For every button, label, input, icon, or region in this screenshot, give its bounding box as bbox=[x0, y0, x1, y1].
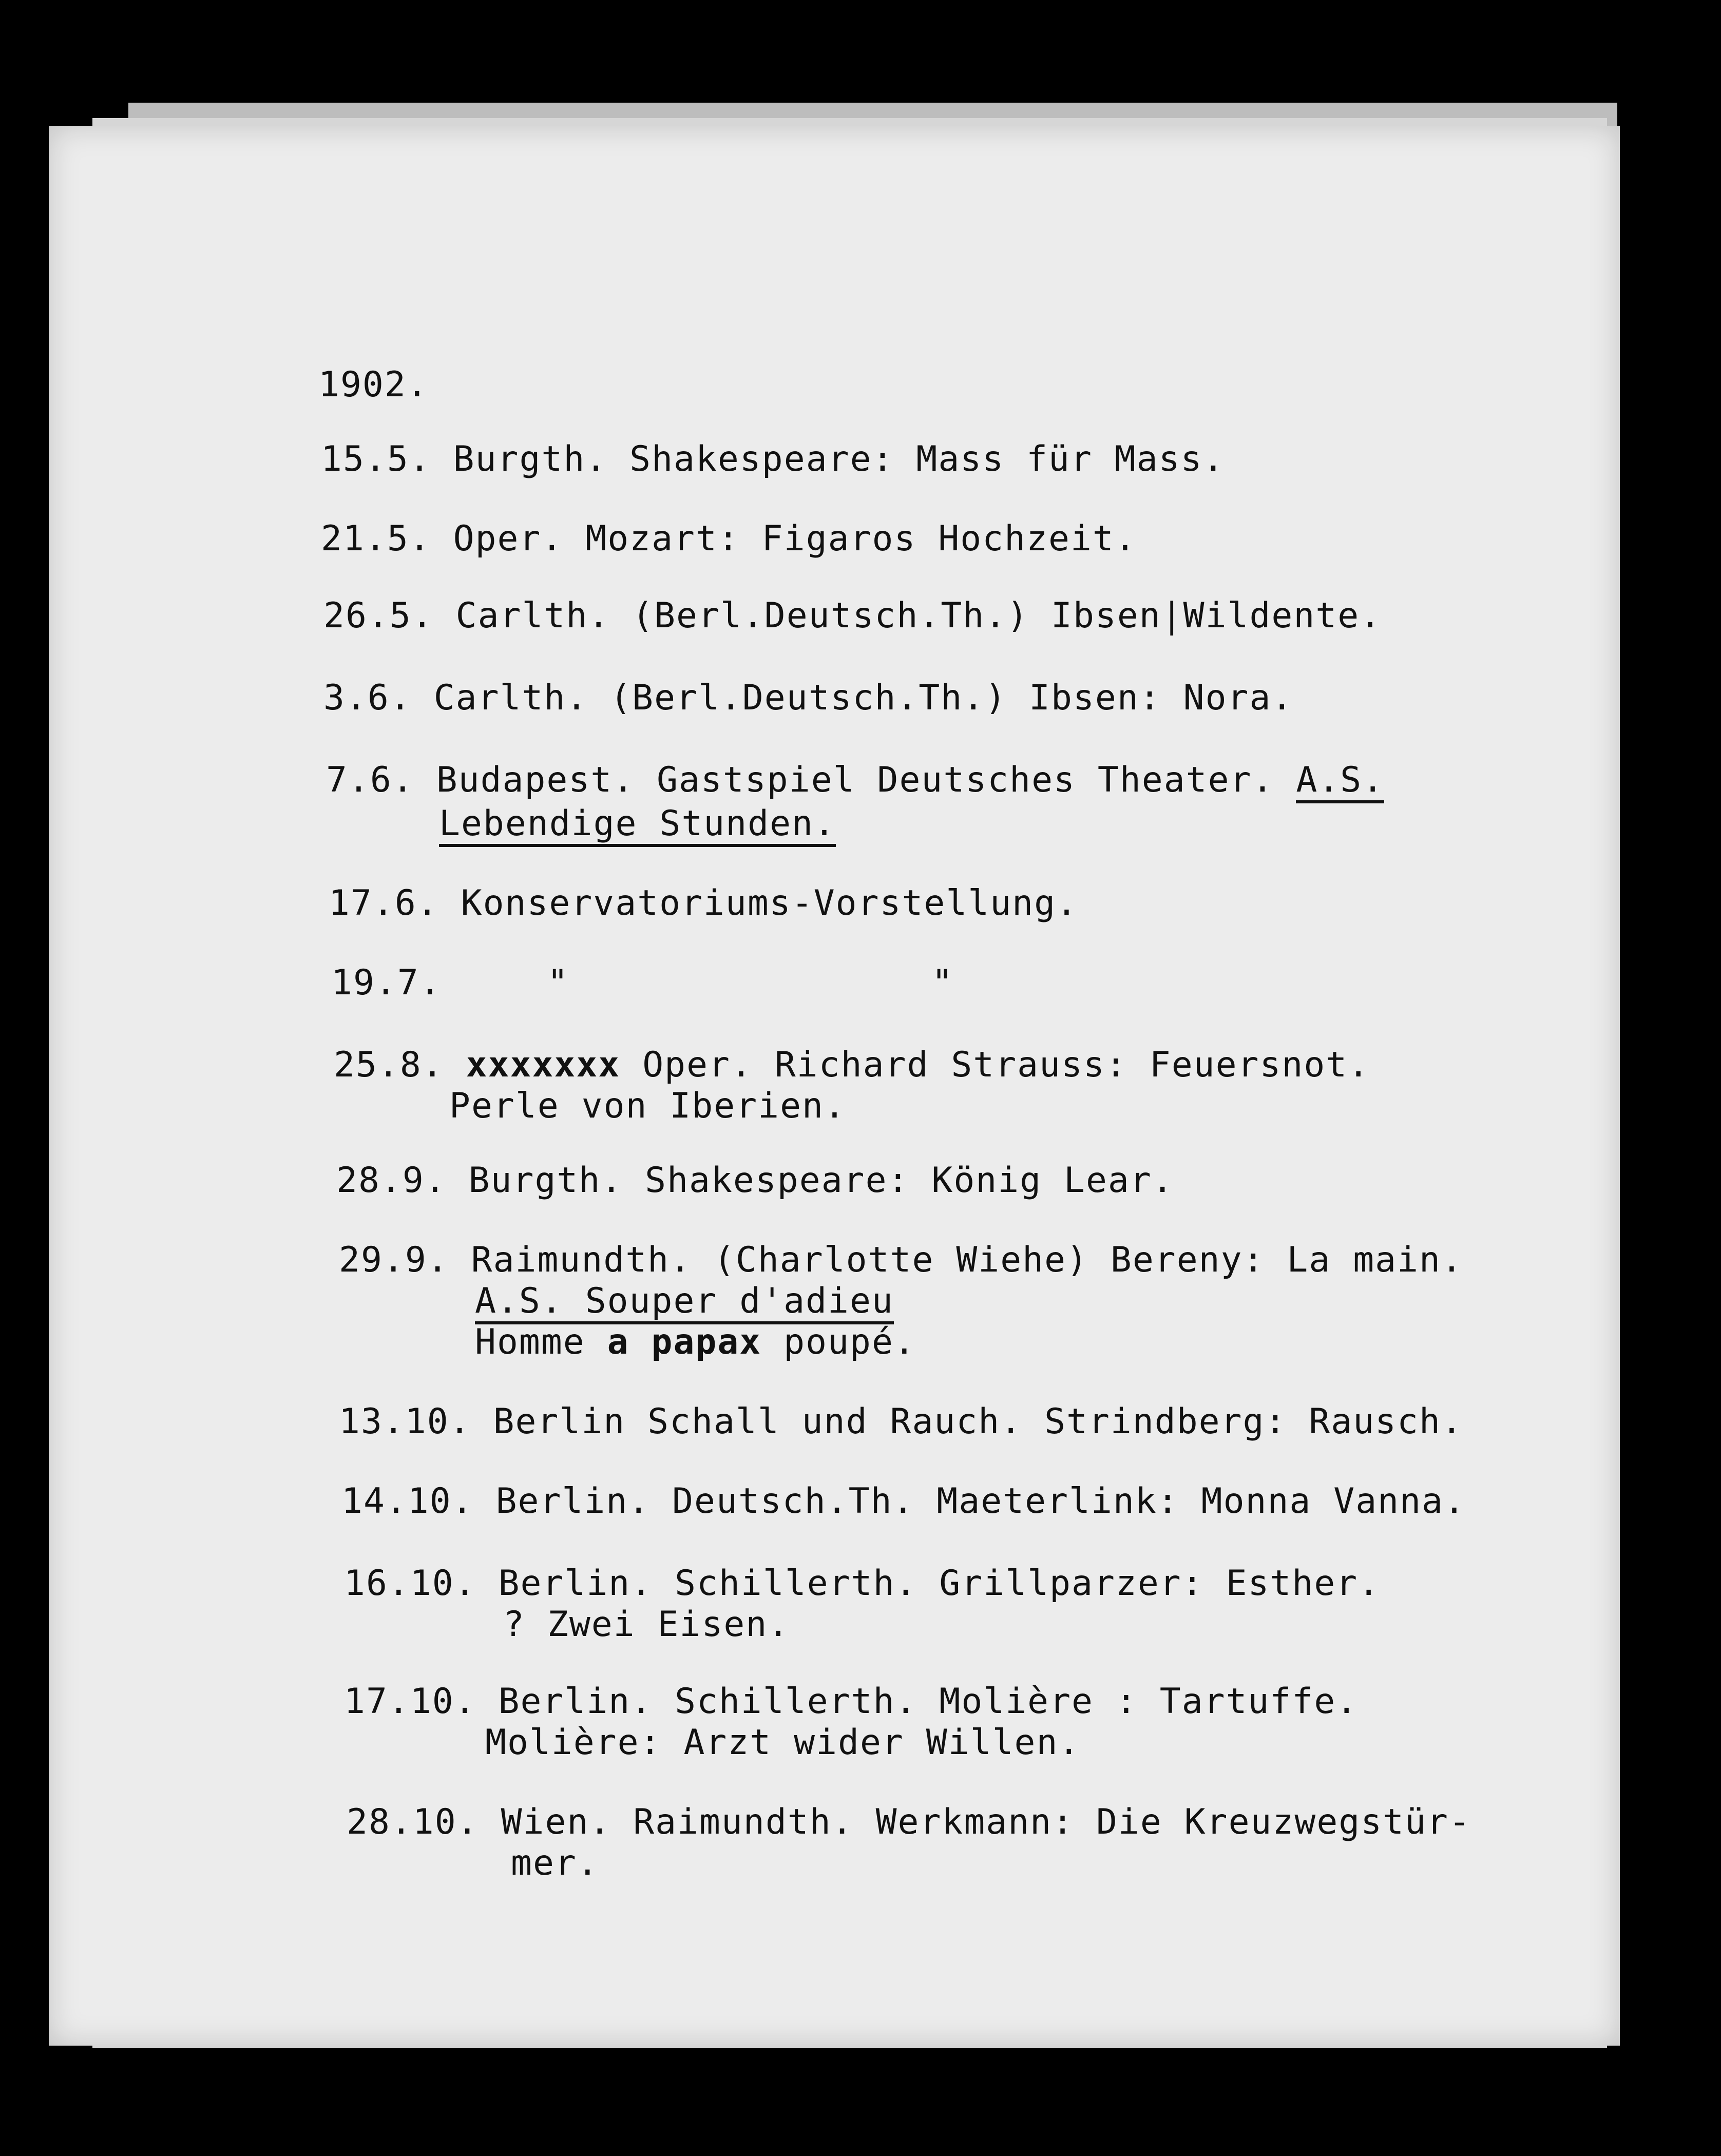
entry-text-underlined: A.S. bbox=[1296, 760, 1384, 803]
entry-text: Berlin. Schillerth. Grillparzer: Esther. bbox=[498, 1563, 1381, 1604]
entry-text: Raimundth. (Charlotte Wiehe) Bereny: La main. bbox=[471, 1240, 1463, 1280]
entry-date: 14.10. bbox=[341, 1481, 474, 1522]
struck-text: xxxxxxx bbox=[466, 1045, 621, 1085]
entry-continuation bbox=[475, 1281, 894, 1321]
entry-line bbox=[331, 962, 953, 1003]
entry-continuation bbox=[439, 803, 836, 844]
entry-continuation: ? Zwei Eisen. bbox=[503, 1604, 790, 1645]
entry-date: 25.8. bbox=[334, 1045, 444, 1085]
entry-text: Wien. Raimundth. Werkmann: Die Kreuzwegstür- bbox=[501, 1802, 1471, 1842]
entry-text: Homme bbox=[475, 1322, 585, 1362]
entry-text: Berlin. Schillerth. Molière : Tartuffe. bbox=[498, 1681, 1359, 1722]
entry-date: 17.10. bbox=[344, 1681, 476, 1722]
entry-date: 17.6. bbox=[329, 883, 439, 923]
struck-text: a papax bbox=[607, 1322, 762, 1362]
entry-text: Berlin Schall und Rauch. Strindberg: Rausch. bbox=[493, 1401, 1463, 1442]
entry-text: Burgth. Shakespeare: Mass für Mass. bbox=[453, 439, 1225, 479]
entry-line bbox=[323, 595, 1382, 636]
entry-line bbox=[347, 1802, 1471, 1842]
entry-line bbox=[329, 883, 1078, 923]
entry-continuation: Molière: Arzt wider Willen. bbox=[485, 1722, 1081, 1763]
entry-text: Carlth. (Berl.Deutsch.Th.) Ibsen: Nora. bbox=[433, 678, 1294, 718]
entry-date: 26.5. bbox=[323, 595, 434, 636]
entry-text: Berlin. Deutsch.Th. Maeterlink: Monna Vanna. bbox=[495, 1481, 1466, 1522]
entry-line bbox=[323, 678, 1293, 718]
entry-line bbox=[344, 1681, 1358, 1722]
entry-continuation bbox=[475, 1322, 916, 1362]
entry-date: 16.10. bbox=[344, 1563, 476, 1604]
entry-line bbox=[339, 1240, 1463, 1280]
entry-text: poupé. bbox=[783, 1322, 916, 1362]
entry-line bbox=[336, 1160, 1174, 1201]
entry-line bbox=[339, 1401, 1463, 1442]
entry-text: Burgth. Shakespeare: König Lear. bbox=[468, 1160, 1174, 1201]
entry-text-underlined: Lebendige Stunden. bbox=[439, 803, 836, 847]
entry-date: 3.6. bbox=[323, 678, 412, 718]
entry-line bbox=[321, 439, 1225, 479]
entry-text-underlined: A.S. Souper d'adieu bbox=[475, 1281, 894, 1324]
entry-text: Konservatoriums-Vorstellung. bbox=[461, 883, 1078, 923]
entry-text: Budapest. Gastspiel Deutsches Theater. bbox=[436, 760, 1274, 800]
entry-continuation: Perle von Iberien. bbox=[449, 1086, 846, 1126]
entry-text: Oper. Richard Strauss: Feuersnot. bbox=[642, 1045, 1370, 1085]
entry-line bbox=[334, 1045, 1370, 1085]
entry-date: 19.7. bbox=[331, 962, 442, 1003]
entry-text: Carlth. (Berl.Deutsch.Th.) Ibsen|Wildente. bbox=[455, 595, 1382, 636]
entry-date: 29.9. bbox=[339, 1240, 449, 1280]
entry-date: 21.5. bbox=[321, 518, 431, 559]
entry-date: 7.6. bbox=[326, 760, 414, 800]
ditto-mark: " bbox=[547, 962, 569, 1003]
entry-line bbox=[326, 760, 1384, 800]
entry-date: 28.10. bbox=[347, 1802, 479, 1842]
entry-line bbox=[321, 518, 1137, 559]
entry-line bbox=[344, 1563, 1380, 1604]
entry-date: 13.10. bbox=[339, 1401, 471, 1442]
typewritten-page bbox=[49, 126, 1620, 2046]
year-heading: 1902. bbox=[318, 364, 429, 405]
entry-continuation: mer. bbox=[511, 1843, 599, 1883]
entry-line bbox=[341, 1481, 1466, 1522]
entry-date: 28.9. bbox=[336, 1160, 447, 1201]
entry-date: 15.5. bbox=[321, 439, 431, 479]
ditto-mark: " bbox=[931, 962, 954, 1003]
entry-text: Oper. Mozart: Figaros Hochzeit. bbox=[453, 518, 1137, 559]
